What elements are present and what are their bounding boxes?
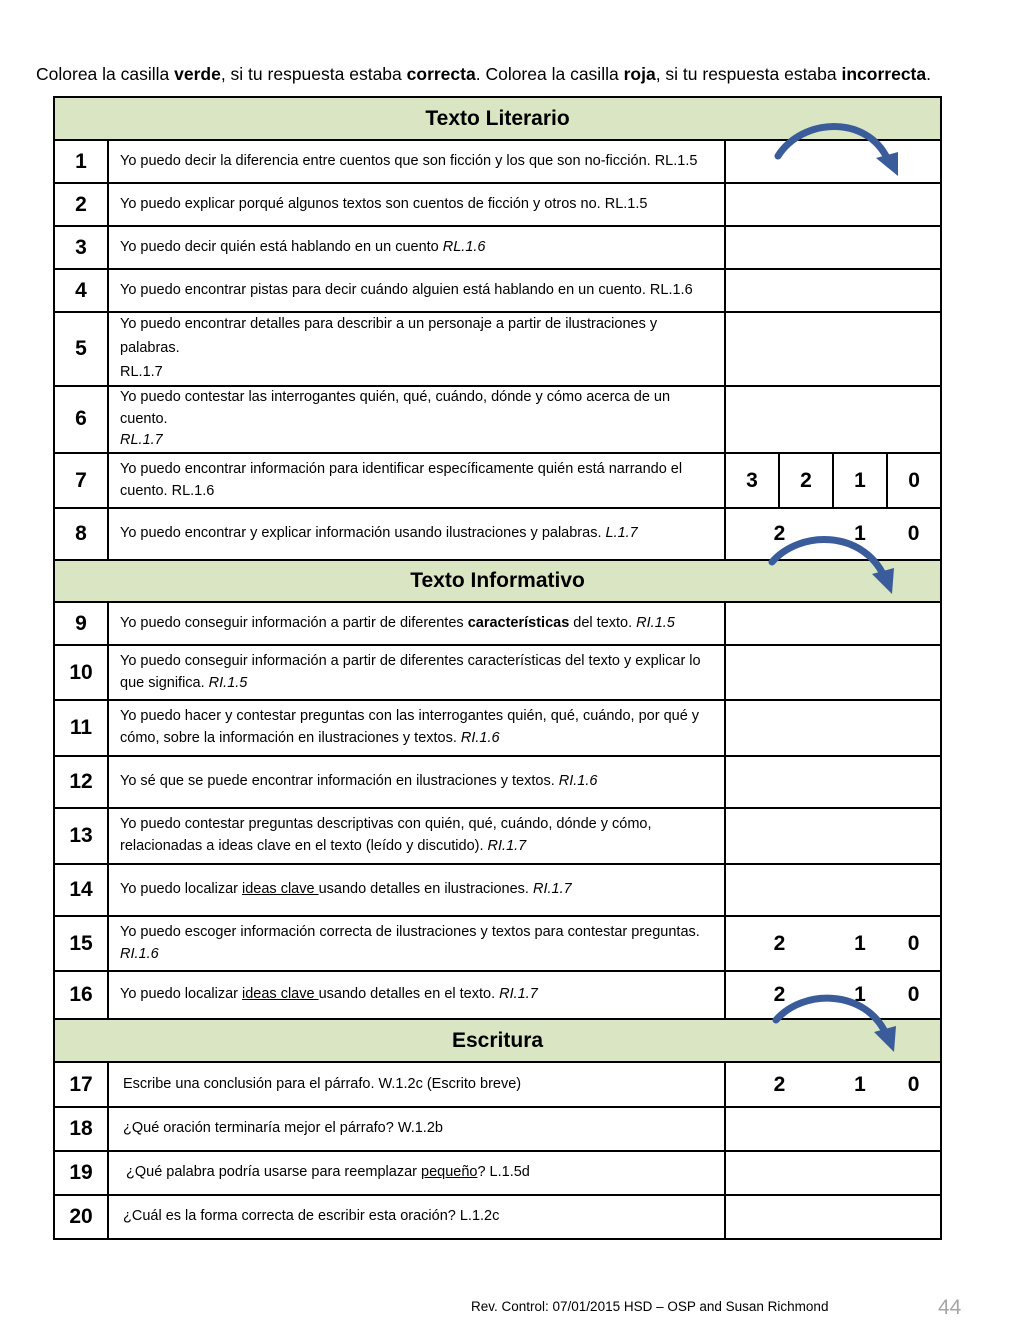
- section-header-escritura: [54, 1019, 941, 1062]
- row-text: ? L.1.5d: [477, 1164, 530, 1181]
- row-underlined: ideas clave: [242, 881, 319, 898]
- row-description: [108, 386, 725, 453]
- row-text: Yo puedo localizar: [120, 986, 242, 1003]
- row-number: 12: [54, 756, 108, 808]
- table-row: [54, 1062, 941, 1107]
- table-row: [54, 386, 941, 453]
- row-description: [108, 808, 725, 864]
- score-cell[interactable]: 1: [833, 971, 887, 1019]
- row-description: [108, 1107, 725, 1151]
- table-row: [54, 808, 941, 864]
- instruction-text: Colorea la casilla: [36, 64, 175, 84]
- table-row: [54, 1151, 941, 1195]
- row-text: Yo puedo conseguir información a partir de diferentes: [120, 614, 468, 631]
- instruction-text: . Colorea la casilla: [475, 64, 624, 84]
- row-standard: RI.1.6: [558, 773, 598, 790]
- row-underlined: ideas clave: [242, 986, 319, 1003]
- row-description: [108, 312, 725, 386]
- row-underlined: pequeño: [421, 1164, 478, 1181]
- row-text: Yo puedo decir quién está hablando en un cuento: [120, 238, 443, 255]
- instruction-keyword-incorrect: incorrecta: [841, 64, 927, 84]
- instruction-keyword-red: roja: [623, 64, 656, 84]
- answer-cell[interactable]: [725, 1107, 941, 1151]
- row-standard: RI.1.6: [120, 945, 159, 962]
- row-text: Yo puedo contestar preguntas descriptivas con quién, qué, cuándo, dónde y cómo, relacionadas a ideas clave en el texto (leído y discutido).: [120, 816, 652, 855]
- score-cell[interactable]: 1: [833, 916, 887, 971]
- row-description: [108, 1195, 725, 1239]
- score-cell[interactable]: 2: [725, 971, 833, 1019]
- score-cell[interactable]: 0: [887, 971, 941, 1019]
- row-text: Yo puedo escoger información correcta de ilustraciones y textos para contestar preguntas.: [120, 923, 700, 940]
- row-text: Yo puedo encontrar información para identificar específicamente quién está narrando el cuento. RL.1.6: [120, 460, 683, 499]
- row-text: ¿Qué oración terminaría mejor el párrafo? W.1.2b: [123, 1120, 443, 1137]
- row-standard: RI.1.7: [499, 986, 538, 1003]
- table-row: [54, 864, 941, 916]
- answer-cell[interactable]: [725, 386, 941, 453]
- score-cell[interactable]: 1: [833, 1062, 887, 1107]
- row-text: Yo puedo encontrar pistas para decir cuándo alguien está hablando en un cuento. RL.1.6: [120, 281, 693, 298]
- instruction-text: .: [926, 64, 931, 84]
- section-header-literario: [54, 97, 941, 140]
- row-standard: RL.1.7: [120, 432, 163, 449]
- answer-cell[interactable]: [725, 864, 941, 916]
- row-text: ¿Qué palabra podría usarse para reemplazar: [126, 1164, 421, 1181]
- answer-cell[interactable]: [725, 602, 941, 645]
- answer-cell[interactable]: [725, 183, 941, 226]
- score-cell[interactable]: 0: [887, 1062, 941, 1107]
- row-number: 3: [54, 226, 108, 269]
- row-number: 11: [54, 700, 108, 756]
- answer-cell[interactable]: [725, 269, 941, 312]
- row-text: Yo puedo conseguir información a partir de diferentes características del texto y explicar lo que significa.: [120, 652, 701, 691]
- row-number: 20: [54, 1195, 108, 1239]
- table-row: [54, 226, 941, 269]
- score-cell[interactable]: 1: [833, 508, 887, 560]
- row-number: 18: [54, 1107, 108, 1151]
- row-description: [108, 508, 725, 560]
- table-row: [54, 508, 941, 560]
- row-description: [108, 183, 725, 226]
- score-cell[interactable]: 0: [887, 916, 941, 971]
- table-row: [54, 916, 941, 971]
- answer-cell[interactable]: [725, 1195, 941, 1239]
- row-description: [108, 864, 725, 916]
- row-number: 9: [54, 602, 108, 645]
- score-cell[interactable]: 1: [833, 453, 887, 508]
- table-row: [54, 756, 941, 808]
- row-number: 16: [54, 971, 108, 1019]
- table-row: [54, 602, 941, 645]
- section-header-informativo: [54, 560, 941, 602]
- score-cell[interactable]: 0: [887, 453, 941, 508]
- score-cell[interactable]: 0: [887, 508, 941, 560]
- row-standard: RI.1.5: [208, 674, 248, 691]
- table-row: [54, 645, 941, 700]
- row-number: 1: [54, 140, 108, 183]
- row-text: Yo puedo encontrar y explicar información usando ilustraciones y palabras.: [120, 525, 606, 542]
- row-text: Yo puedo decir la diferencia entre cuentos que son ficción y los que son no-ficción. RL.1.5: [120, 152, 698, 169]
- table-row: [54, 183, 941, 226]
- instruction-text: , si tu respuesta estaba: [220, 64, 407, 84]
- instructions: [36, 64, 1016, 85]
- row-number: 7: [54, 453, 108, 508]
- row-text: Yo puedo encontrar detalles para describir a un personaje a partir de ilustraciones y palabras.: [120, 316, 658, 356]
- row-standard: RL.1.7: [120, 363, 163, 380]
- row-number: 15: [54, 916, 108, 971]
- answer-cell[interactable]: [725, 700, 941, 756]
- row-standard: RL.1.6: [442, 238, 486, 255]
- row-description: [108, 700, 725, 756]
- row-text: Yo sé que se puede encontrar información en ilustraciones y textos.: [120, 773, 559, 790]
- row-text: Escribe una conclusión para el párrafo. W.1.2c (Escrito breve): [123, 1075, 522, 1092]
- row-description: [108, 645, 725, 700]
- row-standard: RI.1.7: [533, 881, 572, 898]
- page-number: 44: [938, 1296, 962, 1319]
- table-row: [54, 1195, 941, 1239]
- row-keyword: características: [467, 614, 570, 631]
- row-standard: L.1.7: [605, 525, 638, 542]
- table-row: [54, 971, 941, 1019]
- row-description: [108, 1151, 725, 1195]
- row-description: [108, 756, 725, 808]
- answer-cell[interactable]: [725, 312, 941, 386]
- row-description: [108, 269, 725, 312]
- row-standard: RI.1.6: [460, 730, 500, 747]
- row-number: 17: [54, 1062, 108, 1107]
- row-text: Yo puedo localizar: [120, 881, 242, 898]
- row-description: [108, 971, 725, 1019]
- score-cell[interactable]: 2: [725, 916, 833, 971]
- score-cell[interactable]: 2: [779, 453, 833, 508]
- footer-revision: Rev. Control: 07/01/2015 HSD – OSP and Susan Richmond: [471, 1299, 829, 1314]
- row-text: del texto.: [569, 614, 637, 631]
- section-title: Texto Literario: [54, 97, 941, 140]
- section-title: Texto Informativo: [54, 560, 941, 602]
- score-cell[interactable]: 3: [725, 453, 779, 508]
- instruction-keyword-correct: correcta: [406, 64, 476, 84]
- row-text: Yo puedo explicar porqué algunos textos son cuentos de ficción y otros no. RL.1.5: [120, 195, 648, 212]
- table-row: [54, 453, 941, 508]
- row-text: Yo puedo hacer y contestar preguntas con las interrogantes quién, qué, cuándo, por qué y cómo, sobre la información en ilustraciones y textos.: [120, 708, 700, 747]
- row-number: 8: [54, 508, 108, 560]
- checklist-table: [53, 96, 942, 1240]
- table-row: [54, 700, 941, 756]
- answer-cell[interactable]: [725, 226, 941, 269]
- row-text: usando detalles en el texto.: [318, 986, 500, 1003]
- row-standard: RI.1.5: [636, 614, 675, 631]
- answer-cell[interactable]: [725, 140, 941, 183]
- score-cell[interactable]: 2: [725, 508, 833, 560]
- row-number: 4: [54, 269, 108, 312]
- row-description: [108, 602, 725, 645]
- row-number: 10: [54, 645, 108, 700]
- table-row: [54, 1107, 941, 1151]
- row-text: ¿Cuál es la forma correcta de escribir esta oración? L.1.2c: [123, 1208, 500, 1225]
- row-number: 14: [54, 864, 108, 916]
- row-description: [108, 1062, 725, 1107]
- table-row: [54, 140, 941, 183]
- row-number: 19: [54, 1151, 108, 1195]
- section-title: Escritura: [54, 1019, 941, 1062]
- instruction-text: , si tu respuesta estaba: [655, 64, 842, 84]
- row-description: [108, 453, 725, 508]
- table-row: [54, 269, 941, 312]
- answer-cell[interactable]: [725, 756, 941, 808]
- row-description: [108, 226, 725, 269]
- row-text: Yo puedo contestar las interrogantes quién, qué, cuándo, dónde y cómo acerca de un cuento.: [120, 388, 671, 427]
- answer-cell[interactable]: [725, 1151, 941, 1195]
- row-number: 6: [54, 386, 108, 453]
- table-row: [54, 312, 941, 386]
- answer-cell[interactable]: [725, 808, 941, 864]
- instruction-keyword-green: verde: [174, 64, 221, 84]
- row-description: [108, 916, 725, 971]
- row-text: usando detalles en ilustraciones.: [318, 881, 533, 898]
- answer-cell[interactable]: [725, 645, 941, 700]
- row-standard: RI.1.7: [487, 838, 527, 855]
- row-description: [108, 140, 725, 183]
- row-number: 13: [54, 808, 108, 864]
- row-number: 5: [54, 312, 108, 386]
- row-number: 2: [54, 183, 108, 226]
- score-cell[interactable]: 2: [725, 1062, 833, 1107]
